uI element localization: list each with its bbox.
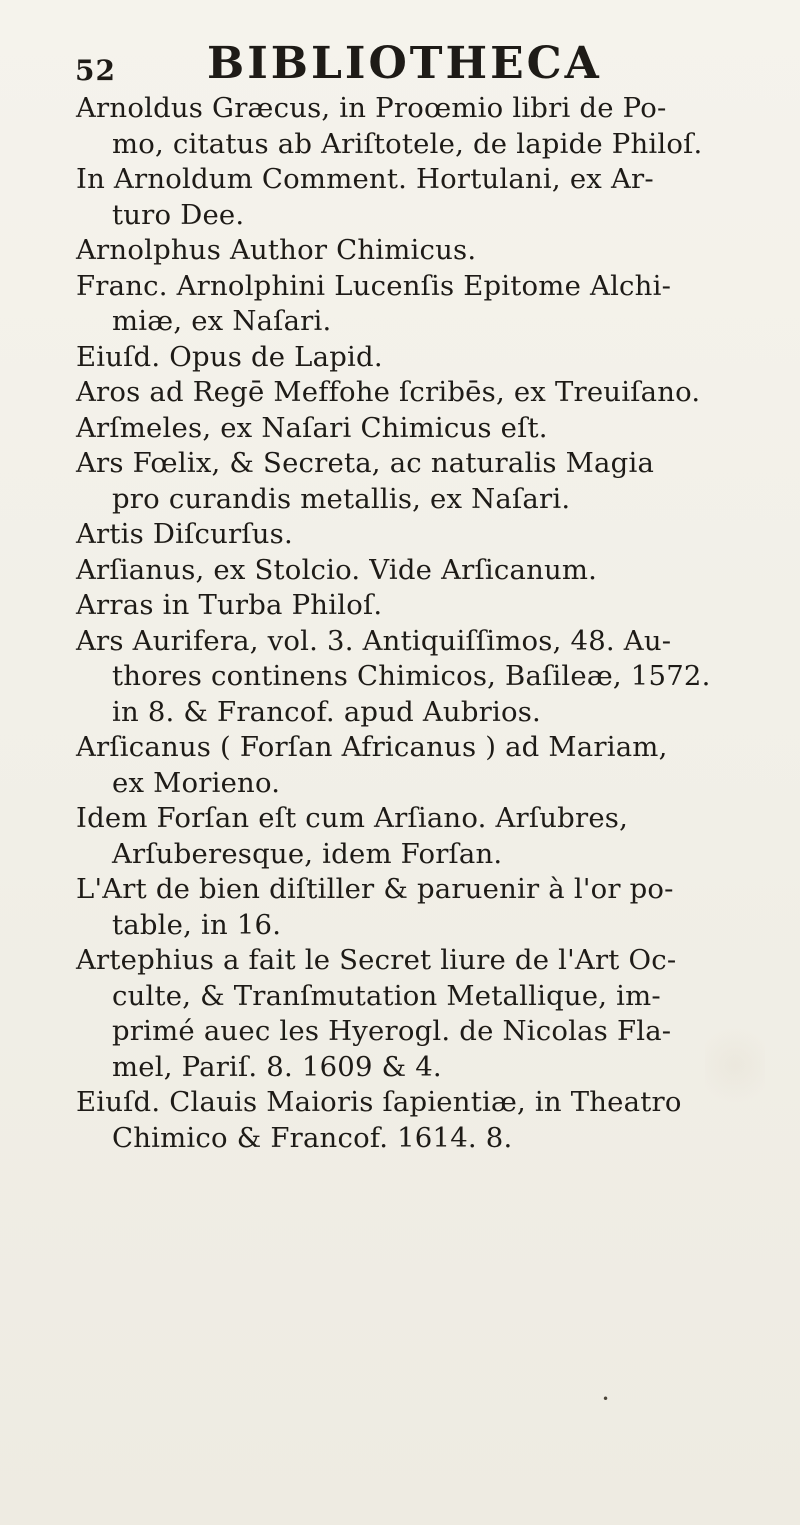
entry-heading-line: Aros ad Regē Meffohe ſcribēs, ex Treuiſano.	[76, 376, 701, 408]
page-number: 52	[75, 54, 116, 87]
running-head: BIBLIOTHECA	[207, 38, 602, 89]
entry-continuation-line: mel, Pariſ. 8. 1609 & 4.	[112, 1050, 442, 1083]
entry-continuation-line: turo Dee.	[112, 198, 245, 231]
catalog-entry	[76, 269, 716, 340]
catalog-entry	[76, 553, 716, 589]
entry-heading-line: Arnolphus Author Chimicus.	[76, 234, 477, 266]
catalog-entry	[76, 375, 716, 411]
entry-continuation-line: in 8. & Francof. apud Aubrios.	[112, 695, 542, 728]
entry-continuation-line: Arſuberesque, idem Forſan.	[112, 837, 503, 870]
catalog-entry	[76, 588, 716, 624]
entry-continuation-line: ex Morieno.	[112, 766, 281, 799]
entry-continuation-line: pro curandis metallis, ex Naſari.	[112, 482, 571, 515]
catalog-entry	[76, 624, 716, 731]
catalog-entry	[76, 446, 716, 517]
catalog-entry	[76, 801, 716, 872]
entry-continuation-line: culte, & Tranſmutation Metallique, im-	[112, 979, 661, 1012]
catalog-entry	[76, 517, 716, 553]
entry-heading-line: Idem Forſan eſt cum Arſiano. Arſubres,	[76, 802, 629, 834]
entry-heading-line: In Arnoldum Comment. Hortulani, ex Ar-	[76, 163, 654, 195]
catalog-entry	[76, 91, 716, 162]
entry-heading-line: Arſianus, ex Stolcio. Vide Arſicanum.	[76, 553, 598, 586]
entry-heading-line: Arras in Turba Philoſ.	[76, 589, 383, 621]
page-header	[75, 38, 715, 90]
catalog-entry	[76, 162, 716, 233]
catalog-entries	[76, 91, 716, 1156]
entry-heading-line: Artephius a fait le Secret liure de l'Art Oc-	[76, 944, 677, 976]
entry-continuation-line: table, in 16.	[112, 908, 282, 941]
entry-continuation-line: mo, citatus ab Ariſtotele, de lapide Philoſ.	[112, 127, 703, 160]
catalog-entry	[76, 233, 716, 269]
entry-continuation-line: thores continens Chimicos, Baſileæ, 1572.	[112, 660, 711, 692]
entry-heading-line: Ars Aurifera, vol. 3. Antiquiſſimos, 48. Au-	[76, 624, 672, 657]
catalog-entry	[76, 411, 716, 447]
entry-heading-line: Franc. Arnolphini Lucenſis Epitome Alchi-	[76, 269, 672, 302]
catalog-entry	[76, 340, 716, 376]
page-mark: •	[602, 1392, 610, 1406]
entry-heading-line: Arnoldus Græcus, in Proœmio libri de Po-	[76, 92, 667, 124]
entry-continuation-line: Chimico & Francof. 1614. 8.	[112, 1121, 513, 1154]
entry-heading-line: L'Art de bien diſtiller & paruenir à l'or po-	[76, 873, 674, 905]
entry-heading-line: Artis Diſcurſus.	[76, 518, 293, 550]
entry-heading-line: Eiuſd. Clauis Maioris ſapientiæ, in Theatro	[76, 1086, 682, 1118]
catalog-entry	[76, 943, 716, 1085]
entry-heading-line: Arſicanus ( Forſan Africanus ) ad Mariam,	[76, 731, 668, 763]
entry-heading-line: Eiuſd. Opus de Lapid.	[76, 340, 383, 373]
catalog-entry	[76, 730, 716, 801]
entry-heading-line: Arſmeles, ex Naſari Chimicus eſt.	[76, 411, 548, 444]
catalog-entry	[76, 872, 716, 943]
catalog-entry	[76, 1085, 716, 1156]
entry-heading-line: Ars Fœlix, & Secreta, ac naturalis Magia	[76, 447, 655, 479]
entry-continuation-line: miæ, ex Naſari.	[112, 305, 332, 337]
entry-continuation-line: primé auec les Hyerogl. de Nicolas Fla-	[112, 1015, 672, 1047]
